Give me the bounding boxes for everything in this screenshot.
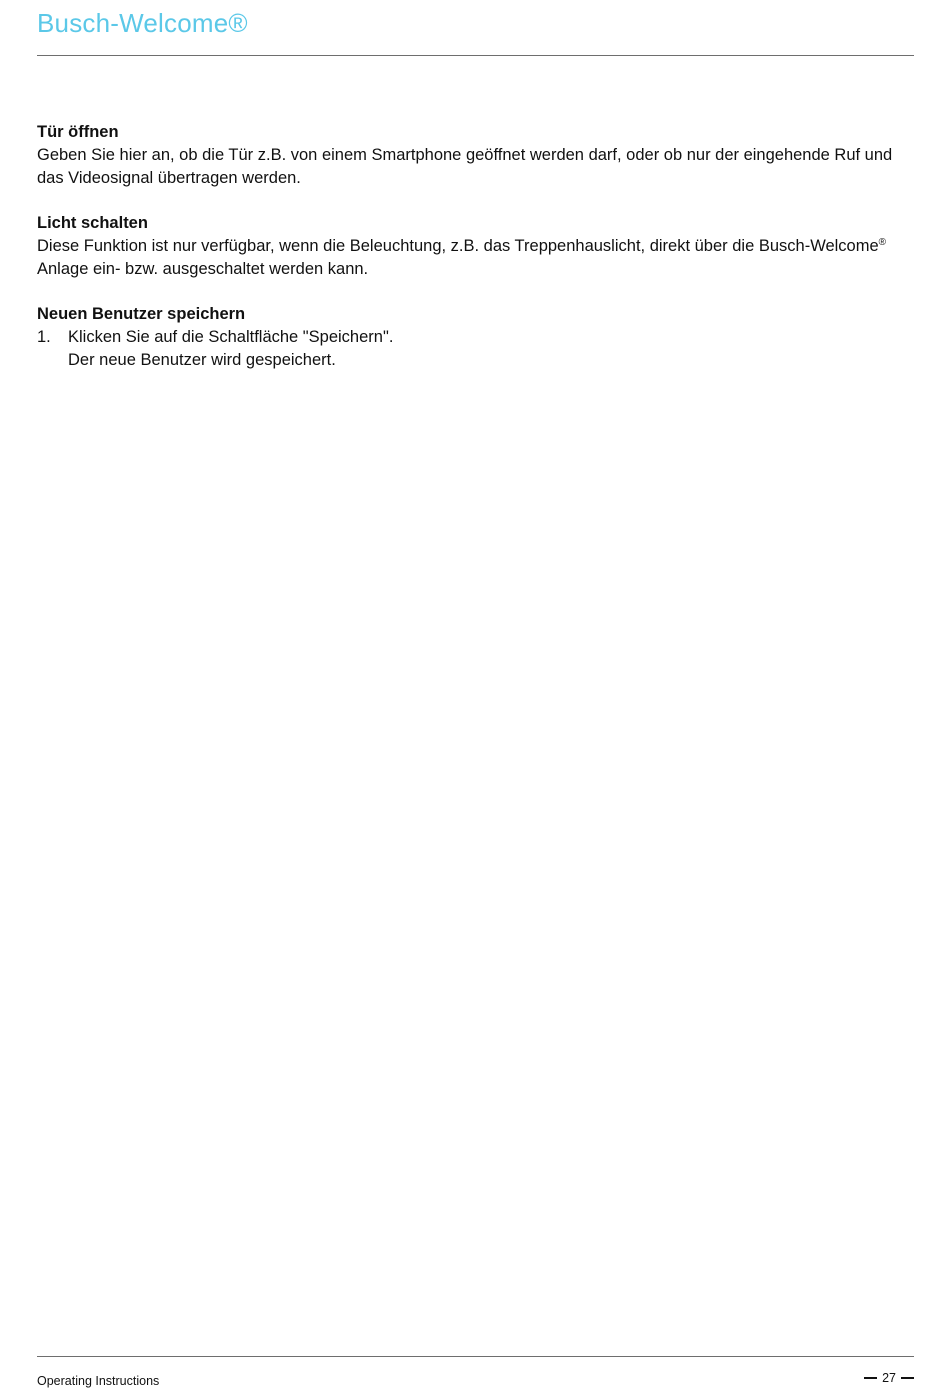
step-item [37, 326, 914, 372]
section-light-switch [37, 212, 914, 281]
section-body [37, 235, 914, 281]
document-title: Busch-Welcome® [37, 8, 248, 38]
body-text: Diese Funktion ist nur verfügbar, wenn die Beleuchtung, z.B. das Treppenhauslicht, direkt über die Busch-Welcome [37, 237, 879, 255]
section-heading: Licht schalten [37, 214, 148, 232]
footer-divider [37, 1356, 914, 1357]
dash-left [864, 1377, 877, 1379]
page-number-block [864, 1371, 914, 1385]
dash-right [901, 1377, 914, 1379]
step-instruction: Klicken Sie auf die Schaltfläche "Speichern". [68, 328, 394, 346]
step-number: 1. [37, 328, 51, 346]
section-body: Geben Sie hier an, ob die Tür z.B. von einem Smartphone geöffnet werden darf, oder ob nur der eingehende Ruf und das Videosignal übertragen werden. [37, 146, 893, 187]
registered-mark: ® [878, 237, 887, 248]
section-door-open [37, 121, 914, 190]
header-divider [37, 55, 914, 56]
step-result: Der neue Benutzer wird gespeichert. [68, 351, 336, 369]
page-number: 27 [882, 1371, 896, 1385]
section-heading: Tür öffnen [37, 123, 119, 141]
body-text: Anlage ein- bzw. ausgeschaltet werden kann. [37, 260, 369, 278]
section-save-user [37, 303, 914, 372]
section-heading: Neuen Benutzer speichern [37, 305, 246, 323]
step-list [37, 326, 914, 372]
main-content [37, 121, 914, 394]
footer-label: Operating Instructions [37, 1374, 160, 1388]
